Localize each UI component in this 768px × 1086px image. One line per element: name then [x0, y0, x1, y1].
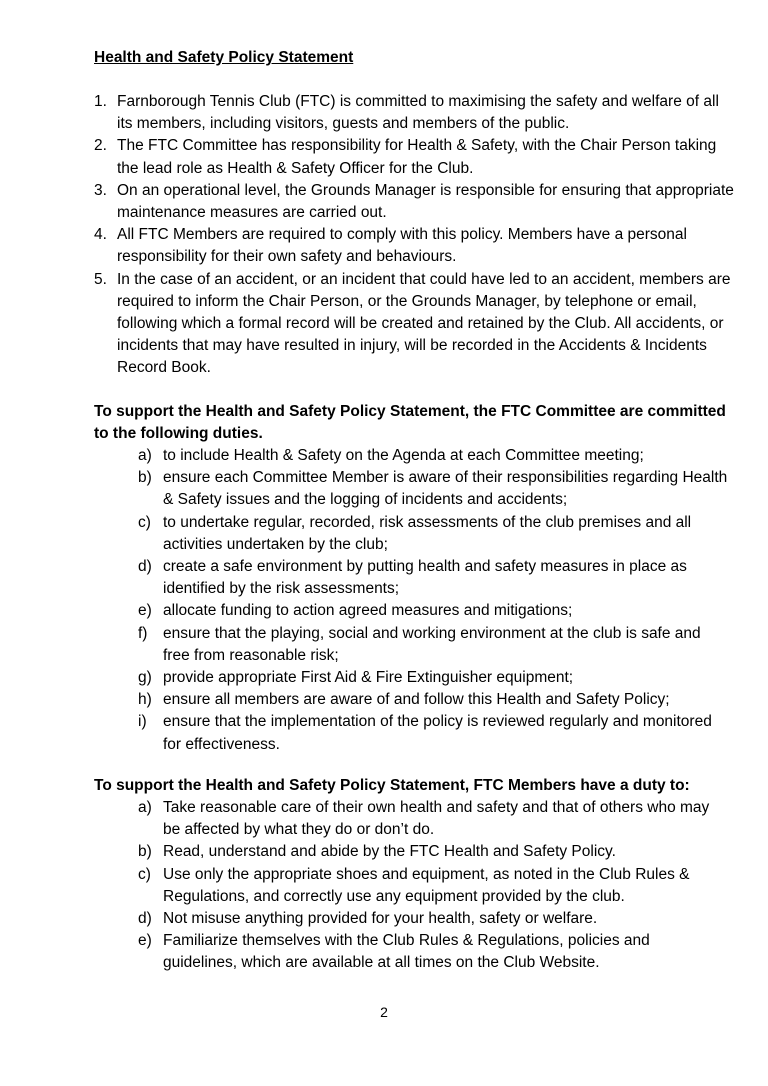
committee-duty [138, 600, 728, 622]
duty-label: d) [138, 910, 152, 928]
duty-label: a) [138, 799, 152, 816]
page-title: Health and Safety Policy Statement [94, 49, 354, 66]
duty-text: Familiarize themselves with the Club Rules & Regulations, policies and guidelines, which are available at all times on the Club Website. [163, 932, 650, 972]
duty-text: create a safe environment by putting health and safety measures in place as identified by the risk assessments; [163, 558, 687, 598]
policy-list [94, 91, 734, 380]
duty-label: i) [138, 713, 147, 731]
policy-item [94, 91, 734, 135]
duty-label: h) [138, 691, 152, 709]
item-number: 2. [94, 137, 107, 155]
duty-text: provide appropriate First Aid & Fire Extinguisher equipment; [163, 669, 574, 687]
item-text: Farnborough Tennis Club (FTC) is committed to maximising the safety and welfare of all its members, including visitors, guests and members of the public. [117, 93, 719, 133]
duty-text: ensure each Committee Member is aware of their responsibilities regarding Health & Safety issues and the logging of incidents and accidents; [163, 469, 728, 509]
committee-duty [138, 623, 728, 667]
committee-duty [138, 556, 728, 600]
committee-duty [138, 667, 728, 689]
duty-label: e) [138, 932, 152, 950]
policy-item [94, 269, 734, 380]
duty-label: f) [138, 624, 148, 642]
committee-duty [138, 445, 728, 467]
member-duties-list [138, 797, 728, 975]
duty-text: to undertake regular, recorded, risk assessments of the club premises and all activities undertaken by the club; [163, 513, 692, 553]
item-number: 1. [94, 93, 107, 110]
duty-text: allocate funding to action agreed measures and mitigations; [163, 602, 573, 620]
duty-label: e) [138, 602, 152, 620]
committee-duty [138, 711, 728, 755]
item-number: 4. [94, 226, 107, 244]
duty-text: ensure that the playing, social and working environment at the club is safe and free from reasonable risk; [163, 624, 701, 664]
policy-item [94, 180, 734, 224]
member-duty [138, 930, 728, 974]
committee-duty [138, 512, 728, 556]
duty-label: b) [138, 843, 152, 861]
duty-label: b) [138, 469, 152, 487]
item-text: In the case of an accident, or an incident that could have led to an accident, members are required to inform the Chair Person, or the Grounds Manager, by telephone or email, following which a formal record will be created and retained by the Club. All accidents, or incidents that may have resulted in injury, will be recorded in the Accidents & Incidents Record Book. [117, 270, 731, 377]
members-heading: To support the Health and Safety Policy Statement, FTC Members have a duty to: [94, 777, 690, 794]
item-number: 3. [94, 181, 107, 199]
duty-text: Use only the appropriate shoes and equipment, as noted in the Club Rules & Regulations, and correctly use any equipment provided by the club. [163, 865, 690, 905]
member-duty [138, 797, 728, 841]
member-duty [138, 864, 728, 908]
duty-label: c) [138, 865, 151, 883]
committee-duties-list [138, 445, 728, 756]
duty-text: Not misuse anything provided for your health, safety or welfare. [163, 910, 598, 928]
item-text: On an operational level, the Grounds Manager is responsible for ensuring that appropriate maintenance measures are carried out. [117, 181, 734, 222]
policy-item [94, 135, 734, 179]
committee-duty [138, 467, 728, 511]
duty-text: Take reasonable care of their own health and safety and that of others who may be affected by what they do or don’t do. [163, 799, 710, 839]
duty-text: ensure that the implementation of the policy is reviewed regularly and monitored for effectiveness. [163, 713, 712, 753]
item-number: 5. [94, 270, 107, 288]
duty-label: d) [138, 558, 152, 576]
page-number: 2 [380, 1004, 388, 1020]
duty-label: g) [138, 669, 152, 687]
item-text: The FTC Committee has responsibility for Health & Safety, with the Chair Person taking the lead role as Health & Safety Officer for the Club. [117, 137, 717, 177]
duty-label: a) [138, 447, 152, 464]
committee-heading: To support the Health and Safety Policy Statement, the FTC Committee are committed to the following duties. [94, 403, 726, 443]
item-text: All FTC Members are required to comply with this policy. Members have a personal responsibility for their own safety and behaviours. [117, 226, 687, 266]
duty-text: Read, understand and abide by the FTC Health and Safety Policy. [163, 843, 616, 861]
member-duty [138, 841, 728, 863]
duty-label: c) [138, 513, 151, 531]
duty-text: to include Health & Safety on the Agenda at each Committee meeting; [163, 447, 644, 464]
member-duty [138, 908, 728, 930]
committee-duty [138, 689, 728, 711]
policy-item [94, 224, 734, 268]
duty-text: ensure all members are aware of and follow this Health and Safety Policy; [163, 691, 670, 709]
